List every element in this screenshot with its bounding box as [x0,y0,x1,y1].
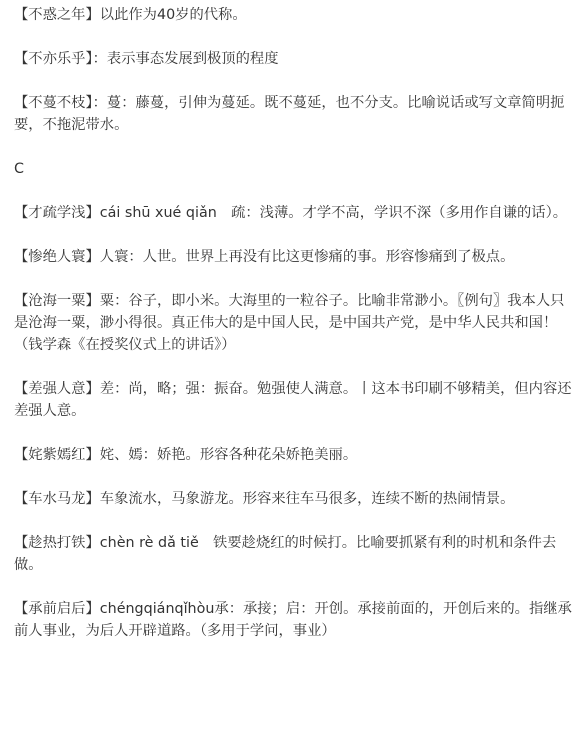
entry-bu-yi-le-hu: 【不亦乐乎】：表示事态发展到极顶的程度 [14,51,279,67]
entry-che-shui-ma-long: 【车水马龙】车象流水，马象游龙。形容来往车马很多，连续不断的热闹情景。 [14,491,515,507]
entry-bu-huo-zhi-nian: 【不惑之年】以此作为40岁的代称。 [14,7,247,23]
entry-cai-shu-xue-qian: 【才疏学浅】cái shū xué qiǎn 疏：浅薄。才学不高，学识不深（多用作自谦的话）。 [14,205,568,221]
entry-bu-man-bu-zhi: 【不蔓不枝】：蔓：藤蔓，引伸为蔓延。既不蔓延，也不分支。比喻说话或写文章简明扼要，不拖泥带水。 [14,95,565,133]
entry-chen-re-da-tie: 【趁热打铁】chèn rè dǎ tiě 铁要趁烧红的时候打。比喻要抓紧有利的时机和条件去做。 [14,535,557,573]
entry-cha-qiang-ren-yi: 【差强人意】差：尚，略；强：振奋。勉强使人满意。丨这本书印刷不够精美，但内容还差强人意。 [14,381,572,419]
section-letter-c: C [14,161,24,177]
entry-can-jue-ren-huan: 【惨绝人寰】人寰：人世。世界上再没有比这更惨痛的事。形容惨痛到了极点。 [14,249,515,265]
entry-cang-hai-yi-su: 【沧海一粟】粟：谷子，即小米。大海里的一粒谷子。比喻非常渺小。〖例句〗我本人只是沧海一粟，渺小得很。真正伟大的是中国人民，是中国共产党，是中华人民共和国！（钱学森《在授奖仪式上的讲话》） [14,293,565,353]
entry-cha-zi-yan-hong: 【姹紫嫣红】姹、嫣：娇艳。形容各种花朵娇艳美丽。 [14,447,358,463]
entry-cheng-qian-qi-hou: 【承前启后】chéngqiánqǐhòu承：承接；启：开创。承接前面的，开创后来的。指继承前人事业，为后人开辟道路。（多用于学问，事业） [14,601,572,639]
